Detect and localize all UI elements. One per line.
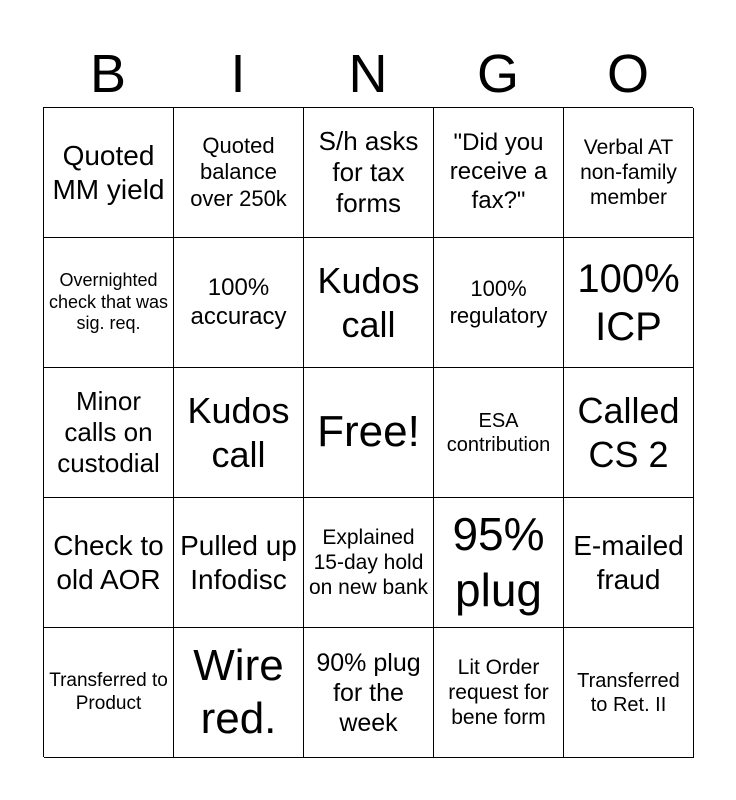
bingo-cell-text: Lit Order request for bene form: [448, 655, 549, 730]
bingo-cell[interactable]: [564, 368, 694, 498]
bingo-cell[interactable]: [434, 108, 564, 238]
bingo-cell-text: 100% regulatory: [449, 276, 548, 328]
bingo-cell[interactable]: [564, 628, 694, 758]
bingo-cell[interactable]: [174, 498, 304, 628]
bingo-cell[interactable]: [44, 368, 174, 498]
bingo-cell-text: Pulled up Infodisc: [180, 529, 297, 595]
bingo-cell[interactable]: [564, 108, 694, 238]
bingo-cell-text: Wire red.: [193, 640, 284, 743]
bingo-cell-text: Overnighted check that was sig. req.: [48, 270, 169, 334]
bingo-cell-text: Called CS 2: [577, 390, 680, 475]
bingo-cell-text: Kudos call: [317, 260, 420, 345]
bingo-cell[interactable]: [304, 628, 434, 758]
bingo-cell[interactable]: [174, 108, 304, 238]
bingo-cell[interactable]: [174, 238, 304, 368]
bingo-cell[interactable]: [434, 238, 564, 368]
bingo-cell[interactable]: [174, 628, 304, 758]
bingo-cell-text: Quoted balance over 250k: [190, 132, 287, 211]
bingo-cell[interactable]: [44, 108, 174, 238]
bingo-cell-text: Transferred to Ret. II: [577, 669, 680, 716]
bingo-cell-text: 100% accuracy: [190, 273, 287, 330]
bingo-header: [43, 42, 693, 106]
bingo-cell-text: Explained 15-day hold on new bank: [308, 525, 429, 600]
bingo-cell-text: S/h asks for tax forms: [318, 125, 419, 219]
bingo-cell-text: E-mailed fraud: [573, 529, 684, 595]
bingo-cell[interactable]: [304, 368, 434, 498]
bingo-cell-text: Kudos call: [187, 390, 290, 475]
bingo-cell-text: "Did you receive a fax?": [449, 129, 548, 214]
header-letter-g: G: [476, 44, 519, 104]
bingo-cell-text: 90% plug for the week: [316, 648, 421, 737]
bingo-cell[interactable]: [434, 498, 564, 628]
bingo-cell-text: Transferred to Product: [49, 669, 168, 714]
bingo-cell[interactable]: [564, 238, 694, 368]
header-letter-i: I: [230, 44, 246, 104]
bingo-cell-text: Verbal AT non-family member: [580, 135, 677, 210]
bingo-cell[interactable]: [44, 498, 174, 628]
header-letter-n: N: [348, 44, 388, 104]
bingo-cell-text: Minor calls on custodial: [57, 385, 160, 479]
bingo-cell[interactable]: [44, 628, 174, 758]
bingo-cell[interactable]: [434, 628, 564, 758]
bingo-cell-text: Check to old AOR: [53, 529, 164, 595]
bingo-cell-text: Quoted MM yield: [52, 139, 165, 205]
bingo-cell-text: Free!: [317, 407, 420, 457]
bingo-cell[interactable]: [304, 108, 434, 238]
bingo-cell[interactable]: [44, 238, 174, 368]
bingo-cell[interactable]: [304, 498, 434, 628]
bingo-cell[interactable]: [174, 368, 304, 498]
bingo-card-grid: [43, 107, 693, 757]
bingo-cell-text: 95% plug: [452, 508, 545, 616]
bingo-cell-text: 100% ICP: [577, 256, 680, 349]
bingo-cell-text: ESA contribution: [446, 409, 551, 456]
header-letter-b: B: [89, 44, 127, 104]
bingo-cell[interactable]: [434, 368, 564, 498]
bingo-cell[interactable]: [304, 238, 434, 368]
bingo-cell[interactable]: [564, 498, 694, 628]
header-letter-o: O: [606, 44, 649, 104]
